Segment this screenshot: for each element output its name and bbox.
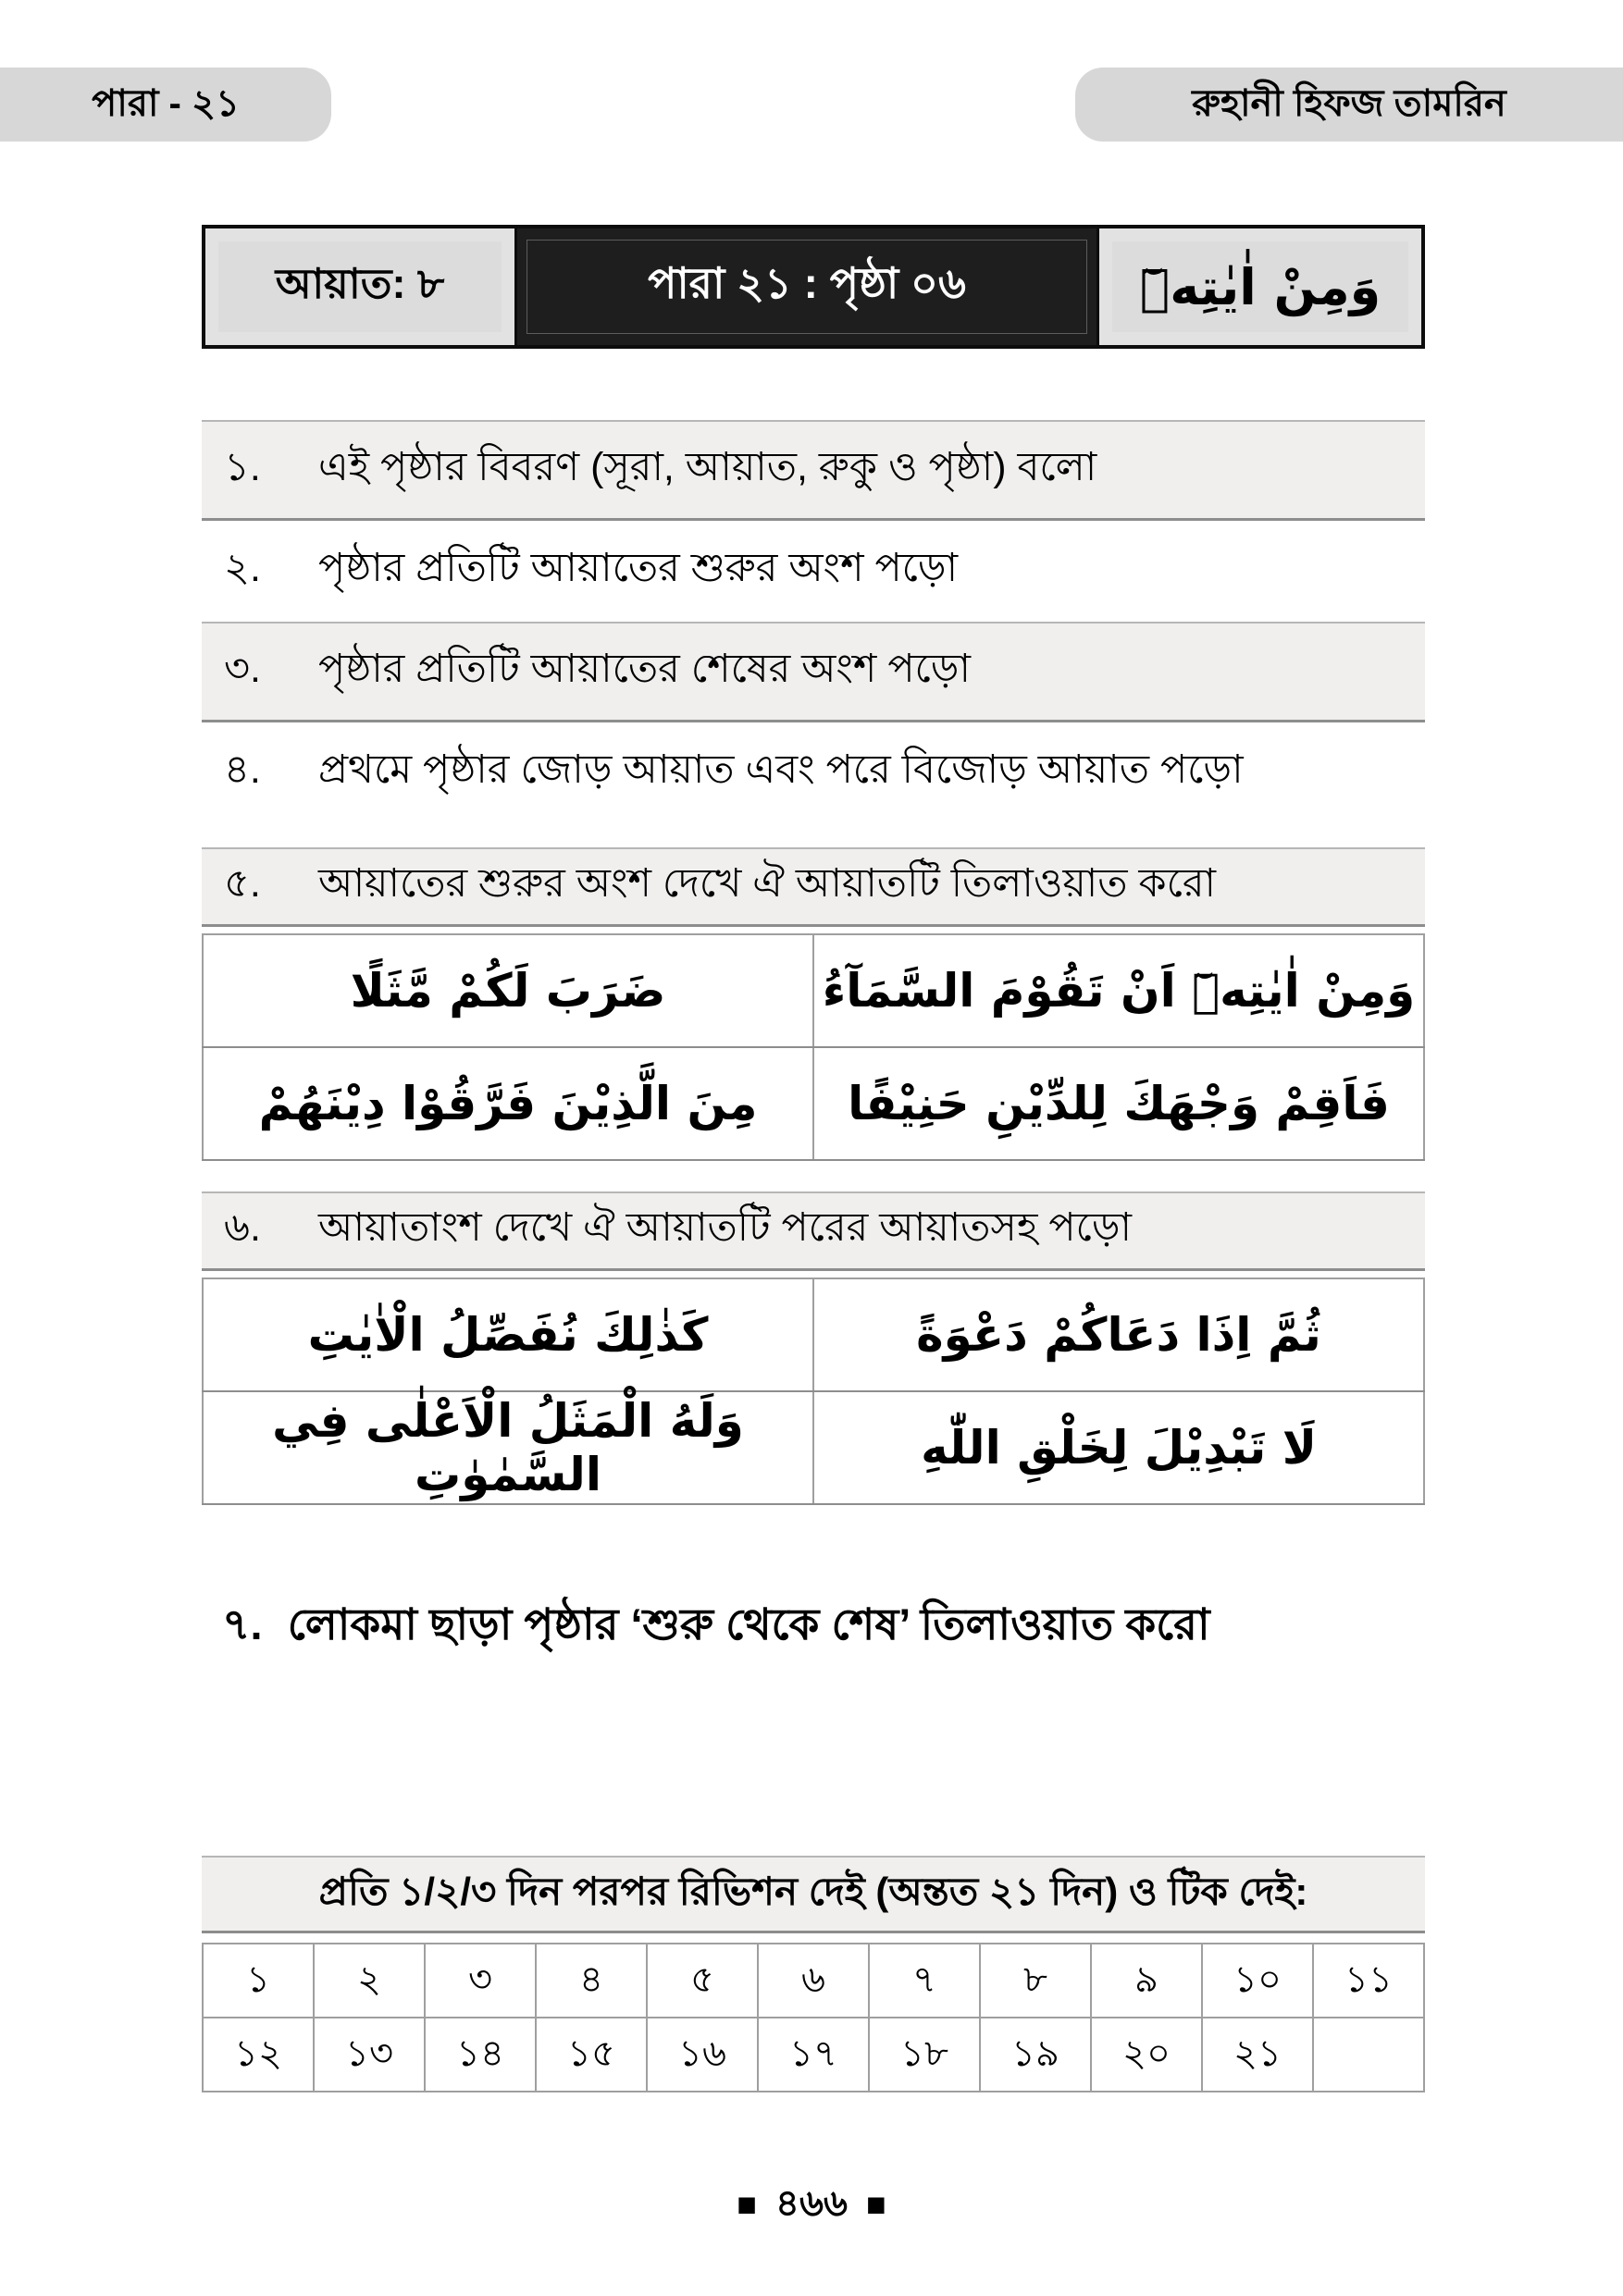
table-row: [203, 1047, 1424, 1160]
arabic-phrase-cell: مِنَ الَّذِيْنَ فَرَّقُوْا دِيْنَهُمْ: [203, 1047, 813, 1160]
instruction-number: ৩.: [224, 646, 261, 691]
day-cell: ১: [203, 1944, 314, 2018]
arabic-cue-cell: [1099, 228, 1421, 345]
table-row: [203, 1944, 1424, 2018]
instruction-row: [202, 420, 1425, 521]
exercise-5-heading: [202, 847, 1425, 927]
day-cell: [1313, 2018, 1424, 2092]
day-cell: ৯: [1091, 1944, 1202, 2018]
day-cell: ১২: [203, 2018, 314, 2092]
day-cell: ১১: [1313, 1944, 1424, 2018]
revision-day-table: [202, 1943, 1425, 2092]
arabic-phrase-cell: فَاَقِمْ وَجْهَكَ لِلدِّيْنِ حَنِيْفًا: [813, 1047, 1424, 1160]
day-cell: ২১: [1202, 2018, 1313, 2092]
arabic-cue-text: وَمِنْ اٰيٰتِهٖٓ: [1139, 257, 1381, 316]
instruction-text: পৃষ্ঠার প্রতিটি আয়াতের শুরুর অংশ পড়ো: [318, 546, 959, 590]
table-row: [203, 2018, 1424, 2092]
revision-section: [202, 1856, 1425, 2092]
day-cell: ১৫: [536, 2018, 647, 2092]
arabic-phrase-cell: ثُمَّ اِذَا دَعَاكُمْ دَعْوَةً: [813, 1278, 1424, 1391]
day-cell: ১৪: [425, 2018, 536, 2092]
day-cell: ১৬: [647, 2018, 758, 2092]
exercise-5-section: [202, 847, 1425, 1161]
arabic-phrase-cell: كَذٰلِكَ نُفَصِّلُ الْاٰيٰتِ: [203, 1278, 813, 1391]
day-cell: ১০: [1202, 1944, 1313, 2018]
page-number: ৪৬৬: [775, 2183, 848, 2224]
table-row: [203, 1391, 1424, 1504]
instruction-text: আয়াতাংশ দেখে ঐ আয়াতটি পরের আয়াতসহ পড়ো: [318, 1205, 1133, 1250]
day-cell: ৭: [869, 1944, 980, 2018]
arabic-phrase-cell: ضَرَبَ لَكُمْ مَّثَلًا: [203, 934, 813, 1047]
page-footer: [0, 2174, 1623, 2236]
instruction-row: [202, 622, 1425, 722]
instruction-text: এই পৃষ্ঠার বিবরণ (সূরা, আয়াত, রুকু ও পৃষ্ঠা) বলো: [318, 444, 1097, 489]
exercise-5-table: [202, 933, 1425, 1161]
revision-heading: [202, 1856, 1425, 1933]
day-cell: ৮: [980, 1944, 1091, 2018]
instruction-list: [202, 420, 1425, 823]
book-title-label: রুহানী হিফজ তামরিন: [1192, 82, 1506, 124]
ayat-count-cell: [205, 228, 514, 345]
instruction-text: প্রথমে পৃষ্ঠার জোড় আয়াত এবং পরে বিজোড় আয়াত পড়ো: [318, 747, 1244, 792]
para-number-label: পারা - ২১: [92, 82, 240, 124]
day-cell: ৫: [647, 1944, 758, 2018]
instruction-row: [202, 722, 1425, 823]
instruction-text: পৃষ্ঠার প্রতিটি আয়াতের শেষের অংশ পড়ো: [318, 646, 971, 691]
day-cell: ৪: [536, 1944, 647, 2018]
instruction-number: ৭.: [222, 1599, 263, 1648]
day-cell: ১৩: [314, 2018, 425, 2092]
instruction-number: ৪.: [224, 747, 261, 792]
day-cell: ৩: [425, 1944, 536, 2018]
square-marker-icon: ■: [865, 2185, 886, 2223]
para-page-label: পারা ২১ : পৃষ্ঠা ০৬: [648, 259, 966, 307]
instruction-number: ২.: [224, 546, 261, 590]
table-row: [203, 934, 1424, 1047]
instruction-number: ৬.: [224, 1205, 261, 1250]
day-cell: ২০: [1091, 2018, 1202, 2092]
arabic-phrase-cell: لَا تَبْدِيْلَ لِخَلْقِ اللّٰهِ: [813, 1391, 1424, 1504]
day-cell: ১৮: [869, 2018, 980, 2092]
exercise-6-heading: [202, 1191, 1425, 1271]
page-title-bar: [202, 225, 1425, 349]
book-title-tab: [1075, 68, 1623, 142]
ayat-count-label: আয়াত: ৮: [275, 259, 445, 307]
exercise-7-line: [222, 1591, 1425, 1663]
revision-heading-text: প্রতি ১/২/৩ দিন পরপর রিভিশন দেই (অন্তত ২১ দিন) ও টিক দেই:: [318, 1870, 1308, 1913]
instruction-text: আয়াতের শুরুর অংশ দেখে ঐ আয়াতটি তিলাওয়াত করো: [318, 861, 1216, 906]
arabic-phrase-cell: وَلَهُ الْمَثَلُ الْاَعْلٰى فِي السَّمٰوٰتِ: [203, 1391, 813, 1504]
instruction-row: [202, 521, 1425, 622]
para-number-tab: [0, 68, 331, 142]
day-cell: ১৯: [980, 2018, 1091, 2092]
instruction-number: ৫.: [224, 861, 261, 906]
instruction-text: লোকমা ছাড়া পৃষ্ঠার ‘শুরু থেকে শেষ’ তিলাওয়াত করো: [287, 1599, 1210, 1648]
exercise-6-section: [202, 1191, 1425, 1505]
exercise-6-table: [202, 1278, 1425, 1505]
square-marker-icon: ■: [737, 2185, 757, 2223]
day-cell: ১৭: [758, 2018, 869, 2092]
day-cell: ২: [314, 1944, 425, 2018]
day-cell: ৬: [758, 1944, 869, 2018]
instruction-number: ১.: [224, 444, 261, 489]
arabic-phrase-cell: وَمِنْ اٰيٰتِهٖٓ اَنْ تَقُوْمَ السَّمَآءُ: [813, 934, 1424, 1047]
para-page-cell: [514, 228, 1099, 345]
table-row: [203, 1278, 1424, 1391]
